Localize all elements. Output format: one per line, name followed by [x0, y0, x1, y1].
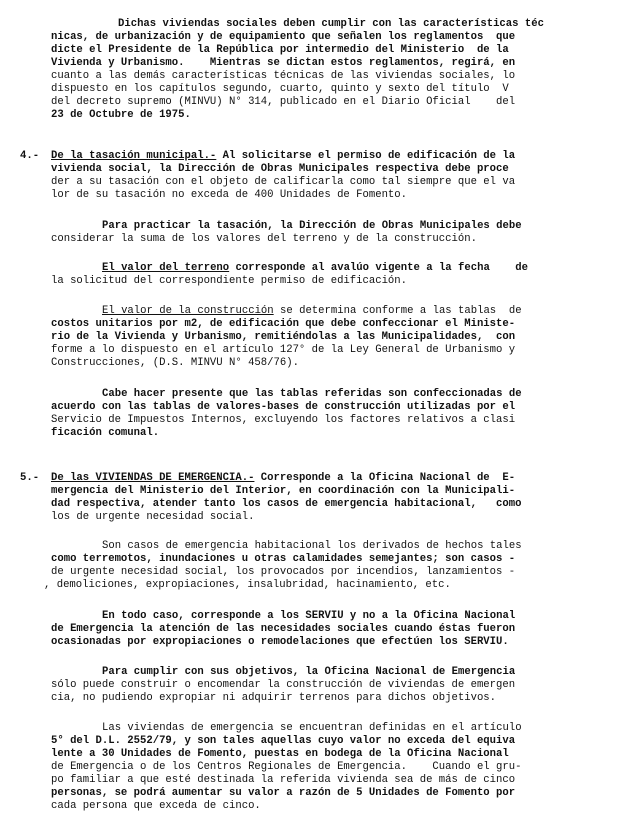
text-line: Vivienda y Urbanismo. Mientras se dictan estos reglamentos, regirá, en: [51, 57, 516, 69]
text-line: ficación comunal.: [51, 427, 160, 439]
text-line: ocasionadas por expropiaciones o remodelaciones que efectúen los SERVIU.: [51, 636, 509, 648]
text-line: los de urgente necesidad social.: [51, 511, 255, 523]
text-line: , demoliciones, expropiaciones, insalubridad, hacinamiento, etc.: [44, 579, 451, 591]
text-line: mergencia del Ministerio del Interior, en coordinación con la Municipali-: [51, 485, 516, 497]
text-run: se determina conforme a las tablas de: [273, 305, 522, 317]
text-line: cada persona que exceda de cinco.: [51, 800, 261, 812]
text-line: del decreto supremo (MINVU) N° 314, publicado en el Diario Oficial del: [51, 96, 516, 108]
text-line: Para cumplir con sus objetivos, la Oficina Nacional de Emergencia: [102, 666, 516, 678]
text-line: En todo caso, corresponde a los SERVIU y no a la Oficina Nacional: [102, 610, 516, 622]
text-line: vivienda social, la Dirección de Obras Municipales respectiva debe proce: [51, 163, 509, 175]
text-line: 5° del D.L. 2552/79, y son tales aquellas cuyo valor no exceda del equiva: [51, 735, 516, 747]
text-line: Cabe hacer presente que las tablas referidas son confeccionadas de: [102, 388, 522, 400]
text-line: Para practicar la tasación, la Dirección de Obras Municipales debe: [102, 220, 522, 232]
text-run: Al solicitarse el permiso de edificación de la: [216, 150, 516, 162]
text-line: acuerdo con las tablas de valores-bases de construcción utilizadas por el: [51, 401, 516, 413]
text-line: costos unitarios por m2, de edificación que debe confeccionar el Ministe-: [51, 318, 516, 330]
text-line: Construcciones, (D.S. MINVU N° 458/76).: [51, 357, 299, 369]
text-line: personas, se podrá aumentar su valor a razón de 5 Unidades de Fomento por: [51, 787, 516, 799]
text-line: Dichas viviendas sociales deben cumplir con las características téc: [118, 18, 544, 30]
text-line: dispuesto en los capítulos segundo, cuarto, quinto y sexto del título V: [51, 83, 509, 95]
section-number: 5.-: [20, 472, 40, 484]
text-line: como terremotos, inundaciones u otras calamidades semejantes; son casos -: [51, 553, 516, 565]
text-line: sólo puede construir o encomendar la construcción de viviendas de emergen: [51, 679, 516, 691]
text-line: lor de su tasación no exceda de 400 Unidades de Fomento.: [51, 189, 408, 201]
text-run: Corresponde a la Oficina Nacional de E-: [254, 472, 516, 484]
section-lead-line: [51, 472, 515, 485]
text-line: dicte el Presidente de la República por intermedio del Ministerio de la: [51, 44, 509, 56]
text-run: corresponde al avalúo vigente a la fecha de: [229, 262, 528, 274]
text-line: rio de la Vivienda y Urbanismo, remitiéndolas a las Municipalidades, con: [51, 331, 516, 343]
text-line: la solicitud del correspondiente permiso de edificación.: [51, 275, 408, 287]
text-line: der a su tasación con el objeto de calificarla como tal siempre que el va: [51, 176, 516, 188]
text-line: dad respectiva, atender tanto los casos de emergencia habitacional, como: [51, 498, 522, 510]
text-line: [102, 262, 528, 275]
text-line: considerar la suma de los valores del terreno y de la construcción.: [51, 233, 477, 245]
text-line: forme a lo dispuesto en el artículo 127° de la Ley General de Urbanismo y: [51, 344, 516, 356]
text-line: 23 de Octubre de 1975.: [51, 109, 191, 121]
text-line: Las viviendas de emergencia se encuentran definidas en el artículo: [102, 722, 522, 734]
defined-term: El valor de la construcción: [102, 305, 274, 317]
text-line: Servicio de Impuestos Internos, excluyendo los factores relativos a clasi: [51, 414, 516, 426]
text-line: cia, no pudiendo expropiar ni adquirir terrenos para dichos objetivos.: [51, 692, 497, 704]
text-line: [102, 305, 522, 318]
text-line: de urgente necesidad social, los provocados por incendios, lanzamientos -: [51, 566, 516, 578]
defined-term: El valor del terreno: [102, 262, 230, 274]
text-line: po familiar a que esté destinada la referida vivienda sea de más de cinco: [51, 774, 516, 786]
text-line: de Emergencia o de los Centros Regionales de Emergencia. Cuando el gru-: [51, 761, 522, 773]
text-line: lente a 30 Unidades de Fomento, puestas en bodega de la Oficina Nacional: [51, 748, 509, 760]
text-line: de Emergencia la atención de las necesidades sociales cuando éstas fueron: [51, 623, 516, 635]
text-line: cuanto a las demás características técnicas de las viviendas sociales, lo: [51, 70, 516, 82]
section-lead-line: [51, 150, 515, 163]
section-heading: De la tasación municipal.-: [51, 150, 217, 162]
text-line: Son casos de emergencia habitacional los derivados de hechos tales: [102, 540, 522, 552]
text-line: nicas, de urbanización y de equipamiento que señalen los reglamentos que: [51, 31, 516, 43]
section-heading: De las VIVIENDAS DE EMERGENCIA.-: [51, 472, 255, 484]
section-number: 4.-: [20, 150, 40, 162]
